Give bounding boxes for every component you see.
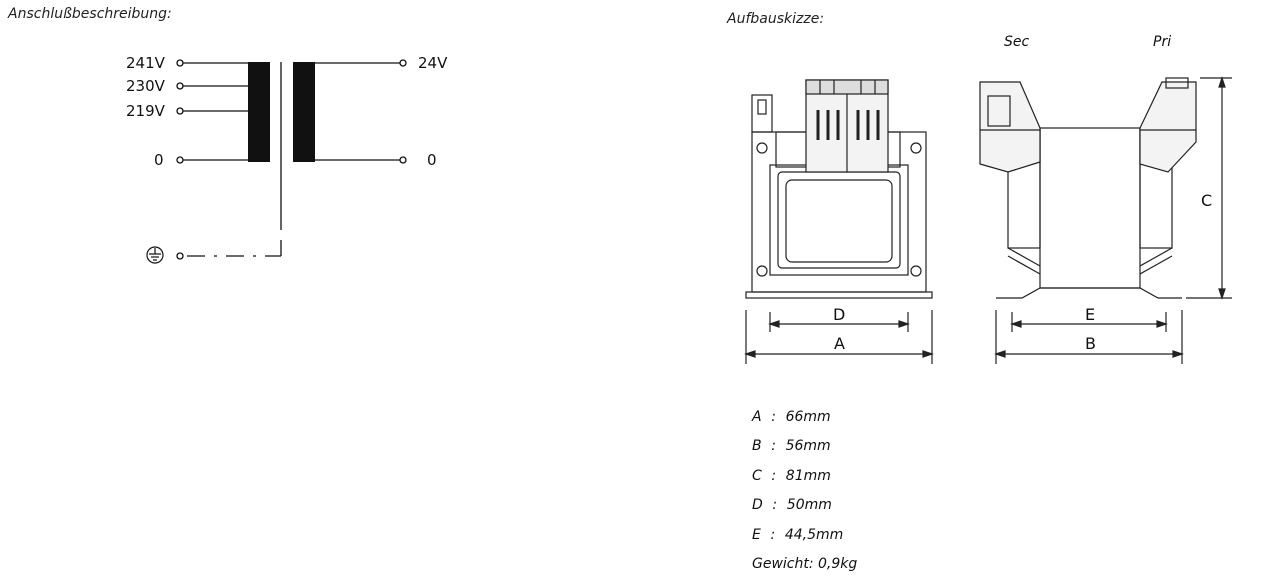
dimension-value: 50mm xyxy=(786,497,832,514)
dimension-letter: C xyxy=(752,467,762,484)
dimension-value: 56mm xyxy=(785,438,831,455)
tap-label-219v: 219V xyxy=(126,102,165,120)
dimension-row-e xyxy=(752,524,857,553)
dimension-separator: : xyxy=(771,467,777,484)
dimension-value: 81mm xyxy=(785,467,831,484)
ground-icon xyxy=(147,247,163,263)
dimension-letter: A xyxy=(752,409,762,425)
tap-label-24v: 24V xyxy=(418,54,448,72)
dimension-letter: B xyxy=(752,438,762,455)
dimension-letter: D xyxy=(752,497,763,514)
dimension-value: 44,5mm xyxy=(784,526,844,543)
tap-label-primary-0: 0 xyxy=(154,151,164,169)
terminal-secondary-0 xyxy=(400,157,406,163)
primary-winding xyxy=(248,62,270,162)
terminal-241v xyxy=(177,60,183,66)
dimension-list xyxy=(752,406,857,582)
weight-value: Gewicht: 0,9kg xyxy=(752,555,858,572)
dimension-separator: : xyxy=(771,409,776,425)
terminal-earth xyxy=(177,253,183,259)
view-label-sec: Sec xyxy=(1004,34,1030,50)
terminal-24v xyxy=(400,60,406,66)
tap-label-secondary-0: 0 xyxy=(427,151,437,169)
tap-label-230v: 230V xyxy=(126,77,165,95)
dimension-value: 66mm xyxy=(785,409,831,425)
dimension-separator: : xyxy=(771,438,776,455)
wiring-diagram xyxy=(177,60,406,259)
tap-label-241v: 241V xyxy=(126,54,165,72)
dimension-label-a: A xyxy=(834,334,845,353)
setup-title: Aufbauskizze: xyxy=(727,11,825,27)
terminal-primary-0 xyxy=(177,157,183,163)
dimension-label-e: E xyxy=(1085,305,1096,324)
dimension-separator: : xyxy=(772,497,778,514)
dimension-separator: : xyxy=(770,526,776,543)
dimension-row-b xyxy=(752,435,857,464)
dimension-label-b: B xyxy=(1085,334,1096,353)
dimension-row-c xyxy=(752,465,857,494)
dimension-label-c: C xyxy=(1201,191,1213,210)
dimension-row-a xyxy=(752,406,857,435)
connection-title: Anschlußbeschreibung: xyxy=(8,6,172,22)
side-view-drawing xyxy=(980,78,1232,364)
secondary-winding xyxy=(293,62,315,162)
dimension-label-d: D xyxy=(833,305,846,324)
terminal-219v xyxy=(177,108,183,114)
view-label-pri: Pri xyxy=(1153,34,1172,50)
dimension-letter: E xyxy=(752,526,761,543)
terminal-230v xyxy=(177,83,183,89)
dimension-row-d xyxy=(752,494,857,523)
